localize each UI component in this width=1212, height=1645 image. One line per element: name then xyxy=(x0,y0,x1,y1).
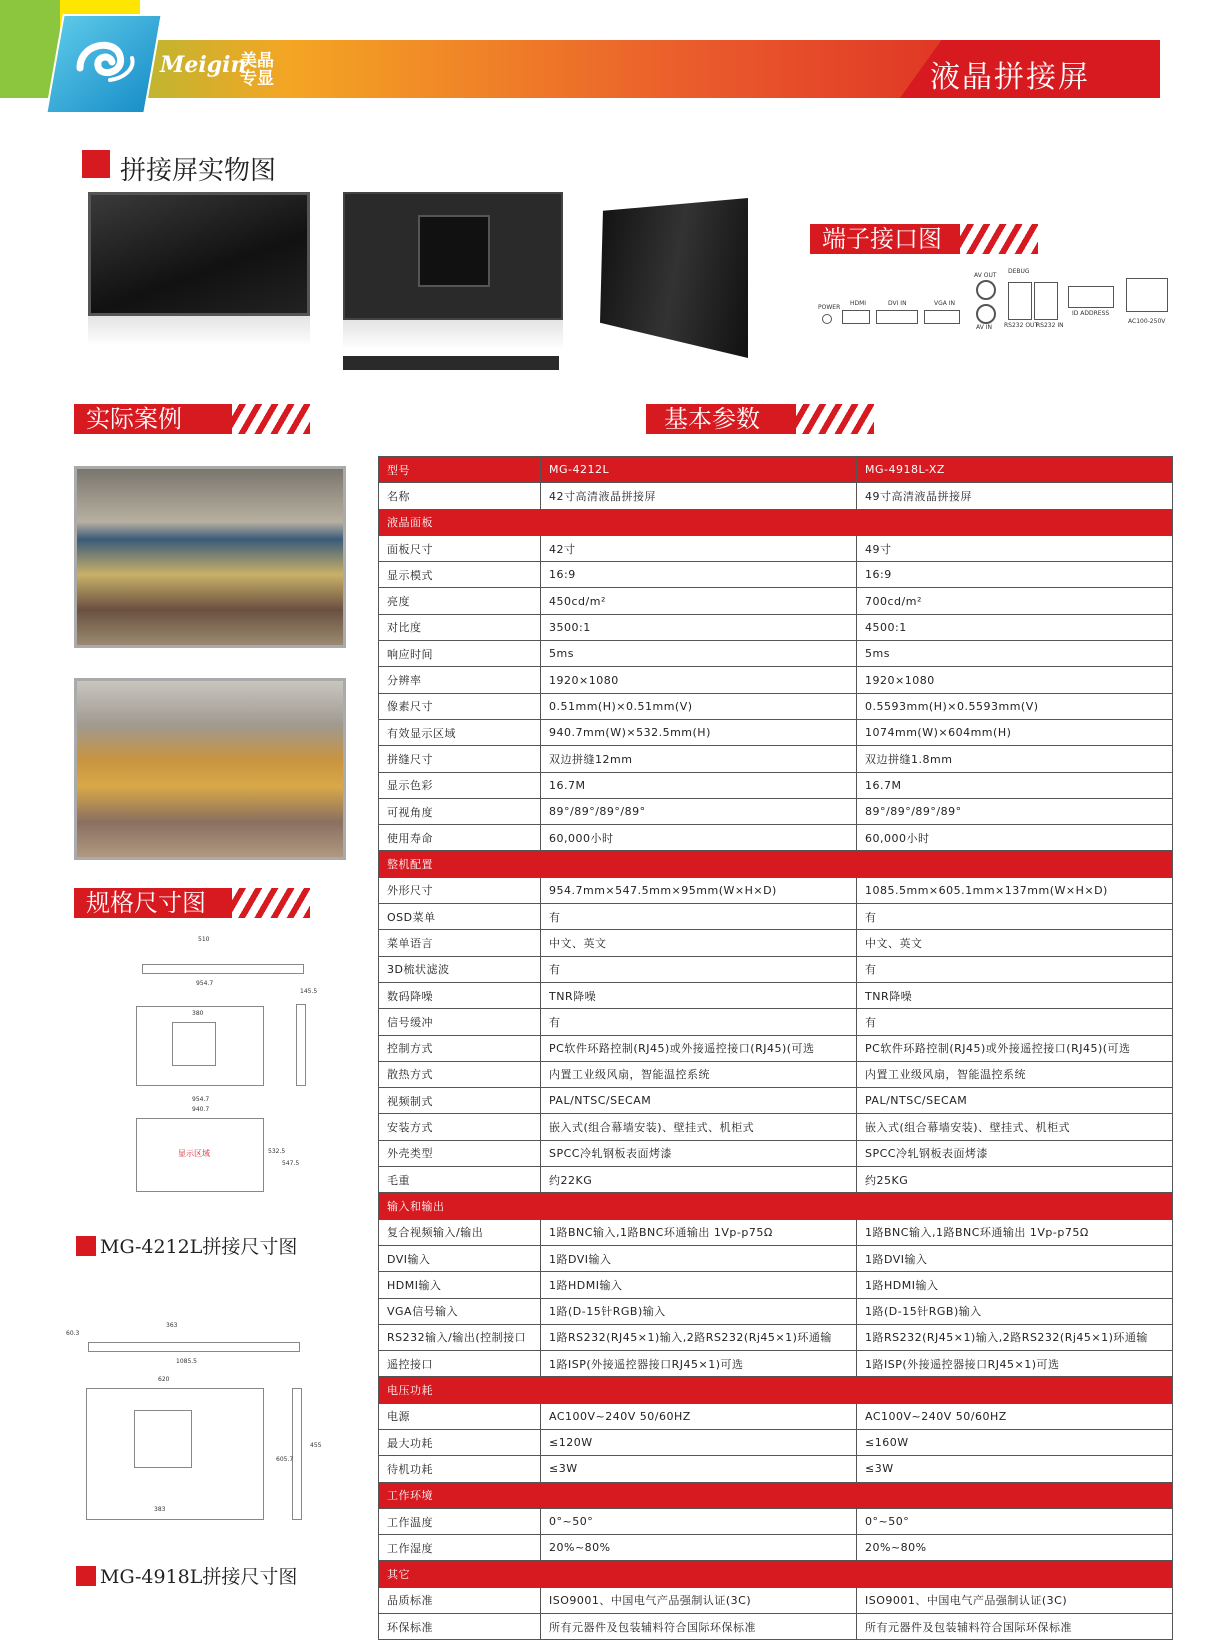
spec-value-cell: 内置工业级风扇，智能温控系统 xyxy=(857,1061,1173,1087)
spec-value-cell: 940.7mm(W)×532.5mm(H) xyxy=(541,719,857,745)
port-label: AV OUT xyxy=(974,272,997,279)
table-row xyxy=(379,1508,1173,1534)
spec-value-cell: 0°~50° xyxy=(857,1508,1173,1534)
spec-label-cell: 电压功耗 xyxy=(379,1377,1173,1403)
spec-value-cell: MG-4918L-XZ xyxy=(857,457,1173,483)
spec-value-cell: ISO9001、中国电气产品强制认证(3C) xyxy=(857,1587,1173,1613)
spec-value-cell: 1路DVI输入 xyxy=(541,1245,857,1271)
spec-table xyxy=(378,456,1173,1640)
spec-label-cell: 整机配置 xyxy=(379,851,1173,877)
table-row xyxy=(379,1614,1173,1640)
port-label: DVI IN xyxy=(888,300,907,307)
case-photo-control-room-1 xyxy=(74,466,346,648)
spec-value-cell: 49寸 xyxy=(857,535,1173,561)
spec-value-cell: 1085.5mm×605.1mm×137mm(W×H×D) xyxy=(857,877,1173,903)
section-title-dims: 规格尺寸图 xyxy=(74,888,232,918)
table-row xyxy=(379,562,1173,588)
spec-value-cell: 1路RS232(RJ45×1)输入,2路RS232(Rj45×1)环通输 xyxy=(857,1324,1173,1350)
spec-value-cell: 1路BNC输入,1路BNC环通输出 1Vp-p75Ω xyxy=(541,1219,857,1245)
spec-label-cell: 显示模式 xyxy=(379,562,541,588)
spec-label-cell: 外壳类型 xyxy=(379,1140,541,1166)
spec-label-cell: 工作温度 xyxy=(379,1508,541,1534)
dip-switch-icon xyxy=(1068,286,1114,308)
spec-value-cell: SPCC冷轧钢板表面烤漆 xyxy=(541,1140,857,1166)
logo-swirl-icon xyxy=(70,28,140,98)
spec-label-cell: DVI输入 xyxy=(379,1245,541,1271)
spec-value-cell: 嵌入式(组合幕墙安装)、壁挂式、机柜式 xyxy=(857,1114,1173,1140)
photo-reflection xyxy=(88,316,310,346)
spec-value-cell: 约22KG xyxy=(541,1167,857,1193)
port-label: VGA IN xyxy=(934,300,956,307)
table-row xyxy=(379,1219,1173,1245)
spec-value-cell: 5ms xyxy=(541,641,857,667)
spec-label-cell: 对比度 xyxy=(379,614,541,640)
table-row xyxy=(379,535,1173,561)
power-button-icon xyxy=(822,314,832,324)
caption-4212: MG-4212L拼接尺寸图 xyxy=(100,1236,298,1258)
table-row xyxy=(379,1429,1173,1455)
spec-value-cell: ≤120W xyxy=(541,1429,857,1455)
spec-label-cell: HDMI输入 xyxy=(379,1272,541,1298)
spec-value-cell: PAL/NTSC/SECAM xyxy=(541,1088,857,1114)
spec-value-cell: 20%~80% xyxy=(857,1535,1173,1561)
spec-label-cell: 品质标准 xyxy=(379,1587,541,1613)
table-row xyxy=(379,772,1173,798)
spec-label-cell: 使用寿命 xyxy=(379,825,541,851)
dimension-drawing-4212 xyxy=(132,934,342,1194)
ac-socket-icon xyxy=(1126,278,1168,312)
spec-value-cell: 42寸 xyxy=(541,535,857,561)
table-row xyxy=(379,614,1173,640)
table-row xyxy=(379,693,1173,719)
table-row xyxy=(379,1272,1173,1298)
table-row xyxy=(379,746,1173,772)
caption-marker xyxy=(76,1566,96,1586)
spec-value-cell: PC软件环路控制(RJ45)或外接遥控接口(RJ45)(可选 xyxy=(857,1035,1173,1061)
spec-label-cell: 视频制式 xyxy=(379,1088,541,1114)
spec-value-cell: PC软件环路控制(RJ45)或外接遥控接口(RJ45)(可选 xyxy=(541,1035,857,1061)
spec-value-cell: 有 xyxy=(857,956,1173,982)
dim-label: 510 xyxy=(198,936,210,943)
spec-label-cell: 菜单语言 xyxy=(379,930,541,956)
spec-label-cell: 遥控接口 xyxy=(379,1351,541,1377)
spec-value-cell: 约25KG xyxy=(857,1167,1173,1193)
spec-label-cell: 安装方式 xyxy=(379,1114,541,1140)
table-row xyxy=(379,1351,1173,1377)
spec-value-cell: 有 xyxy=(541,956,857,982)
spec-value-cell: 60,000小时 xyxy=(541,825,857,851)
spec-value-cell: 16.7M xyxy=(857,772,1173,798)
table-row xyxy=(379,982,1173,1008)
table-row xyxy=(379,1245,1173,1271)
spec-value-cell: 有 xyxy=(857,1009,1173,1035)
dim-label: 547.5 xyxy=(282,1160,300,1167)
caption-4918: MG-4918L拼接尺寸图 xyxy=(100,1566,298,1588)
spec-value-cell: 1路ISP(外接遥控器接口RJ45×1)可选 xyxy=(541,1351,857,1377)
spec-value-cell: 1路(D-15针RGB)输入 xyxy=(541,1298,857,1324)
drawing-side-view xyxy=(292,1388,302,1520)
product-photo-side xyxy=(600,198,748,358)
spec-label-cell: 面板尺寸 xyxy=(379,535,541,561)
banner-stripes xyxy=(230,404,310,434)
spec-label-cell: 最大功耗 xyxy=(379,1429,541,1455)
spec-value-cell: 有 xyxy=(541,1009,857,1035)
spec-value-cell: SPCC冷轧钢板表面烤漆 xyxy=(857,1140,1173,1166)
drawing-top-view xyxy=(142,964,304,974)
spec-label-cell: 工作环境 xyxy=(379,1482,1173,1508)
spec-value-cell: 内置工业级风扇，智能温控系统 xyxy=(541,1061,857,1087)
table-row xyxy=(379,1324,1173,1350)
spec-value-cell: 60,000小时 xyxy=(857,825,1173,851)
table-row xyxy=(379,1035,1173,1061)
spec-label-cell: 控制方式 xyxy=(379,1035,541,1061)
spec-value-cell: AC100V~240V 50/60HZ xyxy=(857,1403,1173,1429)
table-row xyxy=(379,1088,1173,1114)
spec-value-cell: 双边拼缝1.8mm xyxy=(857,746,1173,772)
caption-marker xyxy=(76,1236,96,1256)
table-row xyxy=(379,904,1173,930)
product-photo-front xyxy=(88,192,310,316)
dim-label: 363 xyxy=(166,1322,178,1329)
spec-value-cell: 89°/89°/89°/89° xyxy=(857,798,1173,824)
spec-value-cell: 16:9 xyxy=(541,562,857,588)
spec-value-cell: 5ms xyxy=(857,641,1173,667)
spec-label-cell: 待机功耗 xyxy=(379,1456,541,1482)
vga-port-icon xyxy=(924,310,960,324)
spec-label-cell: 电源 xyxy=(379,1403,541,1429)
dim-label: 1085.5 xyxy=(176,1358,197,1365)
spec-label-cell: 响应时间 xyxy=(379,641,541,667)
debug-port-icon xyxy=(1008,282,1032,320)
spec-value-cell: AC100V~240V 50/60HZ xyxy=(541,1403,857,1429)
table-section-row xyxy=(379,1193,1173,1219)
product-photo-bottom xyxy=(343,356,559,370)
table-section-row xyxy=(379,1561,1173,1587)
drawing-back-module xyxy=(134,1410,192,1468)
bnc-out-icon xyxy=(976,280,996,300)
spec-value-cell: 3500:1 xyxy=(541,614,857,640)
table-row xyxy=(379,1298,1173,1324)
spec-value-cell: ISO9001、中国电气产品强制认证(3C) xyxy=(541,1587,857,1613)
table-row xyxy=(379,877,1173,903)
spec-value-cell: 1074mm(W)×604mm(H) xyxy=(857,719,1173,745)
section-title-params: 基本参数 xyxy=(646,404,796,434)
spec-value-cell: 49寸高清液晶拼接屏 xyxy=(857,483,1173,509)
brand-name-en: Meigin xyxy=(160,52,247,78)
spec-value-cell: 0°~50° xyxy=(541,1508,857,1534)
spec-value-cell: 0.51mm(H)×0.51mm(V) xyxy=(541,693,857,719)
spec-value-cell: 4500:1 xyxy=(857,614,1173,640)
section-title-photos: 拼接屏实物图 xyxy=(120,156,277,186)
table-row xyxy=(379,641,1173,667)
spec-value-cell: 1920×1080 xyxy=(541,667,857,693)
spec-label-cell: 液晶面板 xyxy=(379,509,1173,535)
spec-label-cell: 信号缓冲 xyxy=(379,1009,541,1035)
port-label: HDMI xyxy=(850,300,867,307)
spec-value-cell: 中文、英文 xyxy=(541,930,857,956)
spec-label-cell: VGA信号输入 xyxy=(379,1298,541,1324)
spec-value-cell: 嵌入式(组合幕墙安装)、壁挂式、机柜式 xyxy=(541,1114,857,1140)
dim-label: 145.5 xyxy=(300,988,318,995)
spec-label-cell: 3D梳状滤波 xyxy=(379,956,541,982)
display-area-label: 显示区域 xyxy=(178,1149,210,1158)
spec-value-cell: 450cd/m² xyxy=(541,588,857,614)
spec-value-cell: 所有元器件及包装辅料符合国际环保标准 xyxy=(857,1614,1173,1640)
spec-label-cell: 其它 xyxy=(379,1561,1173,1587)
spec-value-cell: PAL/NTSC/SECAM xyxy=(857,1088,1173,1114)
table-section-row xyxy=(379,1482,1173,1508)
spec-label-cell: 名称 xyxy=(379,483,541,509)
dim-label: 620 xyxy=(158,1376,170,1383)
banner-stripes xyxy=(230,888,310,918)
dimension-drawing-4918 xyxy=(66,1320,336,1540)
spec-value-cell: 1路RS232(RJ45×1)输入,2路RS232(Rj45×1)环通输 xyxy=(541,1324,857,1350)
spec-value-cell: 1路HDMI输入 xyxy=(541,1272,857,1298)
table-header-row xyxy=(379,457,1173,483)
spec-label-cell: 亮度 xyxy=(379,588,541,614)
table-section-row xyxy=(379,851,1173,877)
table-row xyxy=(379,1403,1173,1429)
drawing-top-view xyxy=(88,1342,300,1352)
table-row xyxy=(379,719,1173,745)
port-label: AC100-250V xyxy=(1128,318,1166,325)
spec-label-cell: 可视角度 xyxy=(379,798,541,824)
port-label: DEBUG xyxy=(1008,268,1030,275)
table-row xyxy=(379,930,1173,956)
spec-label-cell: 毛重 xyxy=(379,1167,541,1193)
table-row xyxy=(379,1061,1173,1087)
spec-label-cell: 散热方式 xyxy=(379,1061,541,1087)
spec-value-cell: 700cd/m² xyxy=(857,588,1173,614)
spec-label-cell: 显示色彩 xyxy=(379,772,541,798)
spec-value-cell: 1路BNC输入,1路BNC环通输出 1Vp-p75Ω xyxy=(857,1219,1173,1245)
dim-label: 380 xyxy=(192,1010,204,1017)
table-row xyxy=(379,798,1173,824)
table-row xyxy=(379,1167,1173,1193)
spec-label-cell: 分辨率 xyxy=(379,667,541,693)
spec-value-cell: 双边拼缝12mm xyxy=(541,746,857,772)
port-label: RS232 IN xyxy=(1036,322,1064,329)
spec-label-cell: 工作湿度 xyxy=(379,1535,541,1561)
table-row xyxy=(379,667,1173,693)
table-row xyxy=(379,1009,1173,1035)
table-row xyxy=(379,956,1173,982)
table-row xyxy=(379,483,1173,509)
product-back-module xyxy=(418,215,490,287)
spec-value-cell: 所有元器件及包装辅料符合国际环保标准 xyxy=(541,1614,857,1640)
dim-label: 455 xyxy=(310,1442,322,1449)
spec-value-cell: 0.5593mm(H)×0.5593mm(V) xyxy=(857,693,1173,719)
port-label: ID ADDRESS xyxy=(1072,310,1110,317)
dvi-port-icon xyxy=(876,310,918,324)
spec-value-cell: 16.7M xyxy=(541,772,857,798)
spec-label-cell: 数码降噪 xyxy=(379,982,541,1008)
dim-label: 954.7 xyxy=(192,1096,210,1103)
brand-name-cn: 美晶专显 xyxy=(240,51,274,89)
rs232-port-icon xyxy=(1034,282,1058,320)
spec-value-cell: 1路DVI输入 xyxy=(857,1245,1173,1271)
spec-value-cell: 89°/89°/89°/89° xyxy=(541,798,857,824)
spec-label-cell: 有效显示区域 xyxy=(379,719,541,745)
spec-value-cell: ≤3W xyxy=(857,1456,1173,1482)
page-title: 液晶拼接屏 xyxy=(930,60,1090,95)
dim-label: 605.7 xyxy=(276,1456,294,1463)
spec-label-cell: 像素尺寸 xyxy=(379,693,541,719)
drawing-side-view xyxy=(296,1004,306,1086)
table-row xyxy=(379,1535,1173,1561)
dim-label: 60.3 xyxy=(66,1330,80,1337)
spec-value-cell: ≤160W xyxy=(857,1429,1173,1455)
table-row xyxy=(379,1140,1173,1166)
dim-label: 532.5 xyxy=(268,1148,286,1155)
table-section-row xyxy=(379,509,1173,535)
dim-label: 383 xyxy=(154,1506,166,1513)
spec-value-cell: 1920×1080 xyxy=(857,667,1173,693)
spec-value-cell: 42寸高清液晶拼接屏 xyxy=(541,483,857,509)
port-diagram xyxy=(804,268,1184,332)
section-marker xyxy=(82,150,110,178)
spec-value-cell: MG-4212L xyxy=(541,457,857,483)
spec-value-cell: TNR降噪 xyxy=(857,982,1173,1008)
spec-value-cell: ≤3W xyxy=(541,1456,857,1482)
section-title-ports: 端子接口图 xyxy=(810,224,960,254)
spec-value-cell: 16:9 xyxy=(857,562,1173,588)
photo-reflection xyxy=(343,320,563,350)
table-section-row xyxy=(379,1377,1173,1403)
spec-value-cell: 中文、英文 xyxy=(857,930,1173,956)
spec-value-cell: 954.7mm×547.5mm×95mm(W×H×D) xyxy=(541,877,857,903)
spec-label-cell: 输入和输出 xyxy=(379,1193,1173,1219)
spec-value-cell: 1路ISP(外接遥控器接口RJ45×1)可选 xyxy=(857,1351,1173,1377)
spec-value-cell: 1路HDMI输入 xyxy=(857,1272,1173,1298)
case-photo-control-room-2 xyxy=(74,678,346,860)
spec-value-cell: TNR降噪 xyxy=(541,982,857,1008)
table-row xyxy=(379,588,1173,614)
drawing-back-module xyxy=(172,1022,216,1066)
table-row xyxy=(379,1587,1173,1613)
port-label: RS232 OUT xyxy=(1004,322,1039,329)
spec-label-cell: OSD菜单 xyxy=(379,904,541,930)
spec-label-cell: 复合视频输入/输出 xyxy=(379,1219,541,1245)
spec-value-cell: 有 xyxy=(541,904,857,930)
spec-label-cell: 型号 xyxy=(379,457,541,483)
port-label: POWER xyxy=(818,304,841,311)
table-row xyxy=(379,1114,1173,1140)
spec-label-cell: 环保标准 xyxy=(379,1614,541,1640)
banner-stripes xyxy=(794,404,874,434)
bnc-in-icon xyxy=(976,304,996,324)
hdmi-port-icon xyxy=(842,310,870,324)
spec-label-cell: 外形尺寸 xyxy=(379,877,541,903)
spec-value-cell: 20%~80% xyxy=(541,1535,857,1561)
spec-value-cell: 有 xyxy=(857,904,1173,930)
dim-label: 954.7 xyxy=(196,980,214,987)
banner-stripes xyxy=(958,224,1038,254)
dim-label: 940.7 xyxy=(192,1106,210,1113)
spec-label-cell: RS232输入/输出(控制接口 xyxy=(379,1324,541,1350)
port-label: AV IN xyxy=(976,324,992,331)
table-row xyxy=(379,1456,1173,1482)
spec-label-cell: 拼缝尺寸 xyxy=(379,746,541,772)
spec-value-cell: 1路(D-15针RGB)输入 xyxy=(857,1298,1173,1324)
section-title-cases: 实际案例 xyxy=(74,404,232,434)
table-row xyxy=(379,825,1173,851)
